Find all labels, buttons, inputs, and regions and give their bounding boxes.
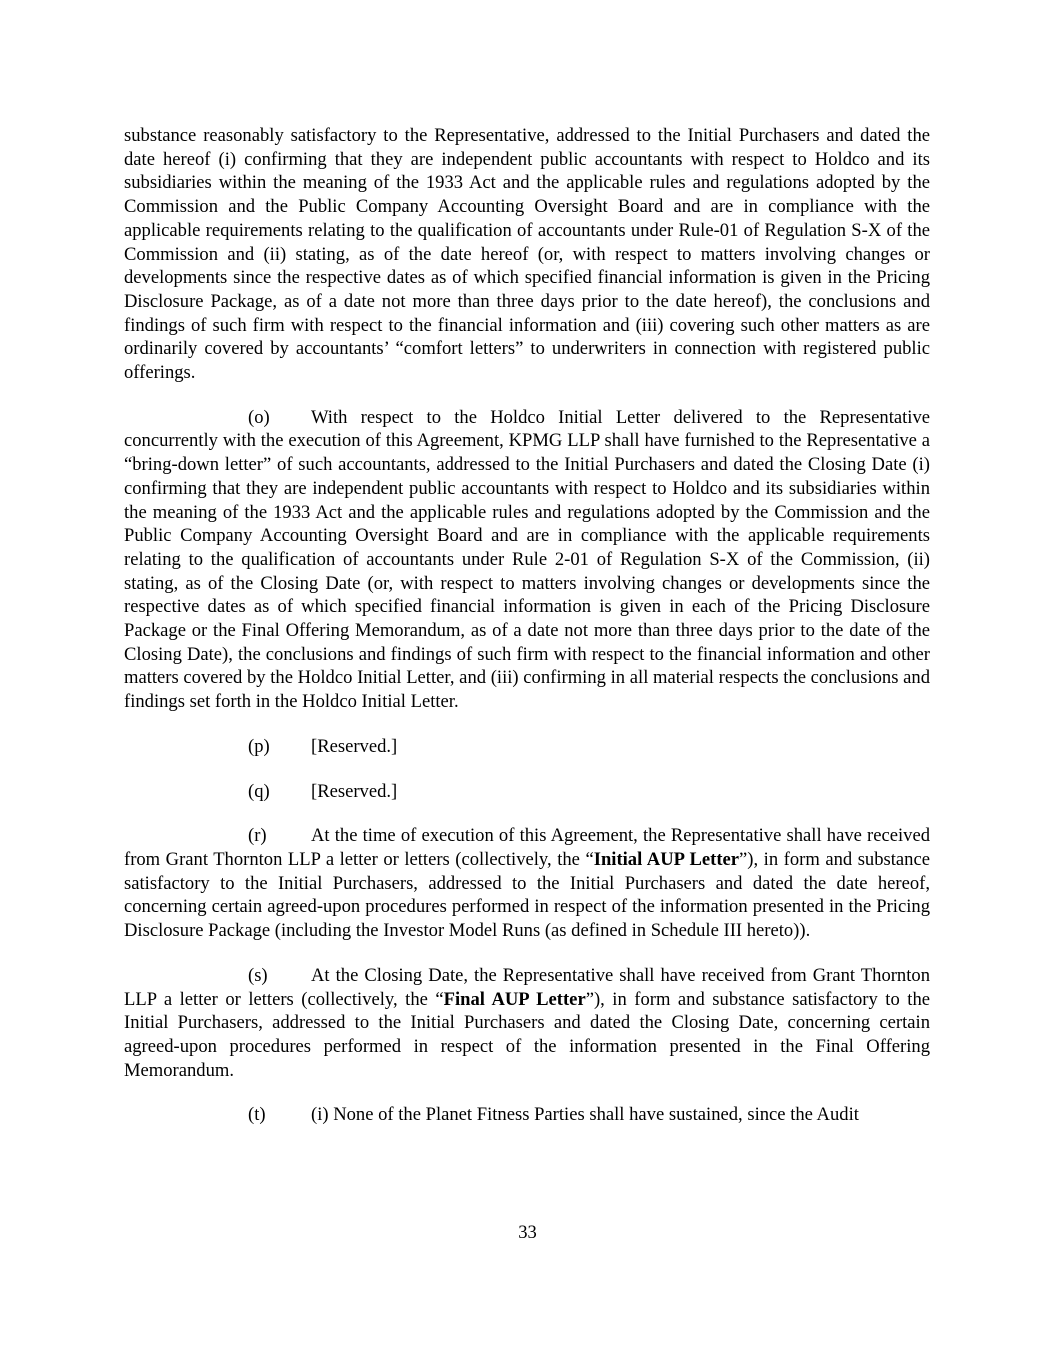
page-number: 33 — [518, 1222, 537, 1243]
paragraph-s-text-after: ”), in form and substance satisfactory to the Initial Purchasers, addressed to the Initial Purchasers and dated the Closing Date, concerning certain agreed-upon procedures performed in respect of the information presented in the Final Offering Memorandum. — [124, 988, 930, 1081]
defined-term-final-aup-letter: Final AUP Letter — [443, 988, 586, 1010]
paragraph-q-marker: (q) — [248, 780, 270, 802]
paragraph-t-marker: (t) — [248, 1104, 266, 1126]
paragraph-r-marker: (r) — [248, 825, 267, 847]
paragraph-o-text: With respect to the Holdco Initial Letter delivered to the Representative concurrently with the execution of this Agreement, KPMG LLP shall have furnished to the Representative a “bring-down letter” of such accountants, addressed to the Initial Purchasers and dated the Closing Date (i) confirming that they are independent public accountants with respect to Holdco and its subsidiaries within the meaning of the 1933 Act and the applicable rules and regulations adopted by the Commission and the Public Company Accounting Oversight Board and are in compliance with the applicable requirements relating to the qualification of accountants under Rule 2-01 of Regulation S-X of the Commission, (ii) stating, as of the Closing Date (or, with respect to matters involving changes or developments since the respective dates as of which specified financial information is given in each of the Pricing Disclosure Package or the Final Offering Memorandum, as of a date not more than three days prior to the date of the Closing Date), the conclusions and findings of such firm with respect to the financial information and other matters covered by the Holdco Initial Letter, and (iii) confirming in all material respects the conclusions and findings set forth in the Holdco Initial Letter. — [124, 406, 930, 713]
paragraph-q — [124, 780, 930, 804]
paragraph-s-text-before: At the Closing Date, the Representative shall have received from Grant Thornton LLP a letter or letters (collectively, the “ — [124, 964, 930, 1010]
paragraph-r — [124, 824, 930, 943]
paragraph-p-text: [Reserved.] — [311, 735, 398, 757]
document-page — [124, 124, 930, 1127]
paragraph-o — [124, 406, 930, 714]
paragraph-r-text-after: ”), in form and substance satisfactory to the Initial Purchasers, addressed to the Initial Purchasers and dated the date hereof, concerning certain agreed-upon procedures performed in respect of the information presented in the Pricing Disclosure Package (including the Investor Model Runs (as defined in Schedule III hereto)). — [124, 848, 930, 942]
paragraph-r-text-before: At the time of execution of this Agreement, the Representative shall have received from Grant Thornton LLP a letter or letters (collectively, the “ — [124, 825, 930, 870]
paragraph-s — [124, 964, 930, 1083]
paragraph-t-text: (i) None of the Planet Fitness Parties shall have sustained, since the Audit — [311, 1104, 859, 1126]
paragraph-q-text: [Reserved.] — [311, 780, 398, 802]
paragraph-t — [124, 1103, 930, 1127]
paragraph-o-marker: (o) — [248, 406, 270, 428]
paragraph-p — [124, 735, 930, 759]
defined-term-initial-aup-letter: Initial AUP Letter — [593, 848, 740, 870]
paragraph-n-continuation: substance reasonably satisfactory to the Representative, addressed to the Initial Purchasers and dated the date hereof (i) confirming that they are independent public accountants with respect to Holdco and its subsidiaries within the meaning of the 1933 Act and the applicable rules and regulations adopted by the Commission and the Public Company Accounting Oversight Board and are in compliance with the applicable requirements relating to the qualification of accountants under Rule-01 of Regulation S-X of the Commission and (ii) stating, as of the date hereof (or, with respect to matters involving changes or developments since the respective dates as of which specified financial information is given in the Pricing Disclosure Package, as of a date not more than three days prior to the date hereof), the conclusions and findings of such firm with respect to the financial information and (iii) covering such other matters as are ordinarily covered by accountants’ “comfort letters” to underwriters in connection with registered public offerings. — [124, 125, 930, 384]
paragraph-s-marker: (s) — [248, 964, 268, 986]
paragraph-p-marker: (p) — [248, 735, 270, 757]
